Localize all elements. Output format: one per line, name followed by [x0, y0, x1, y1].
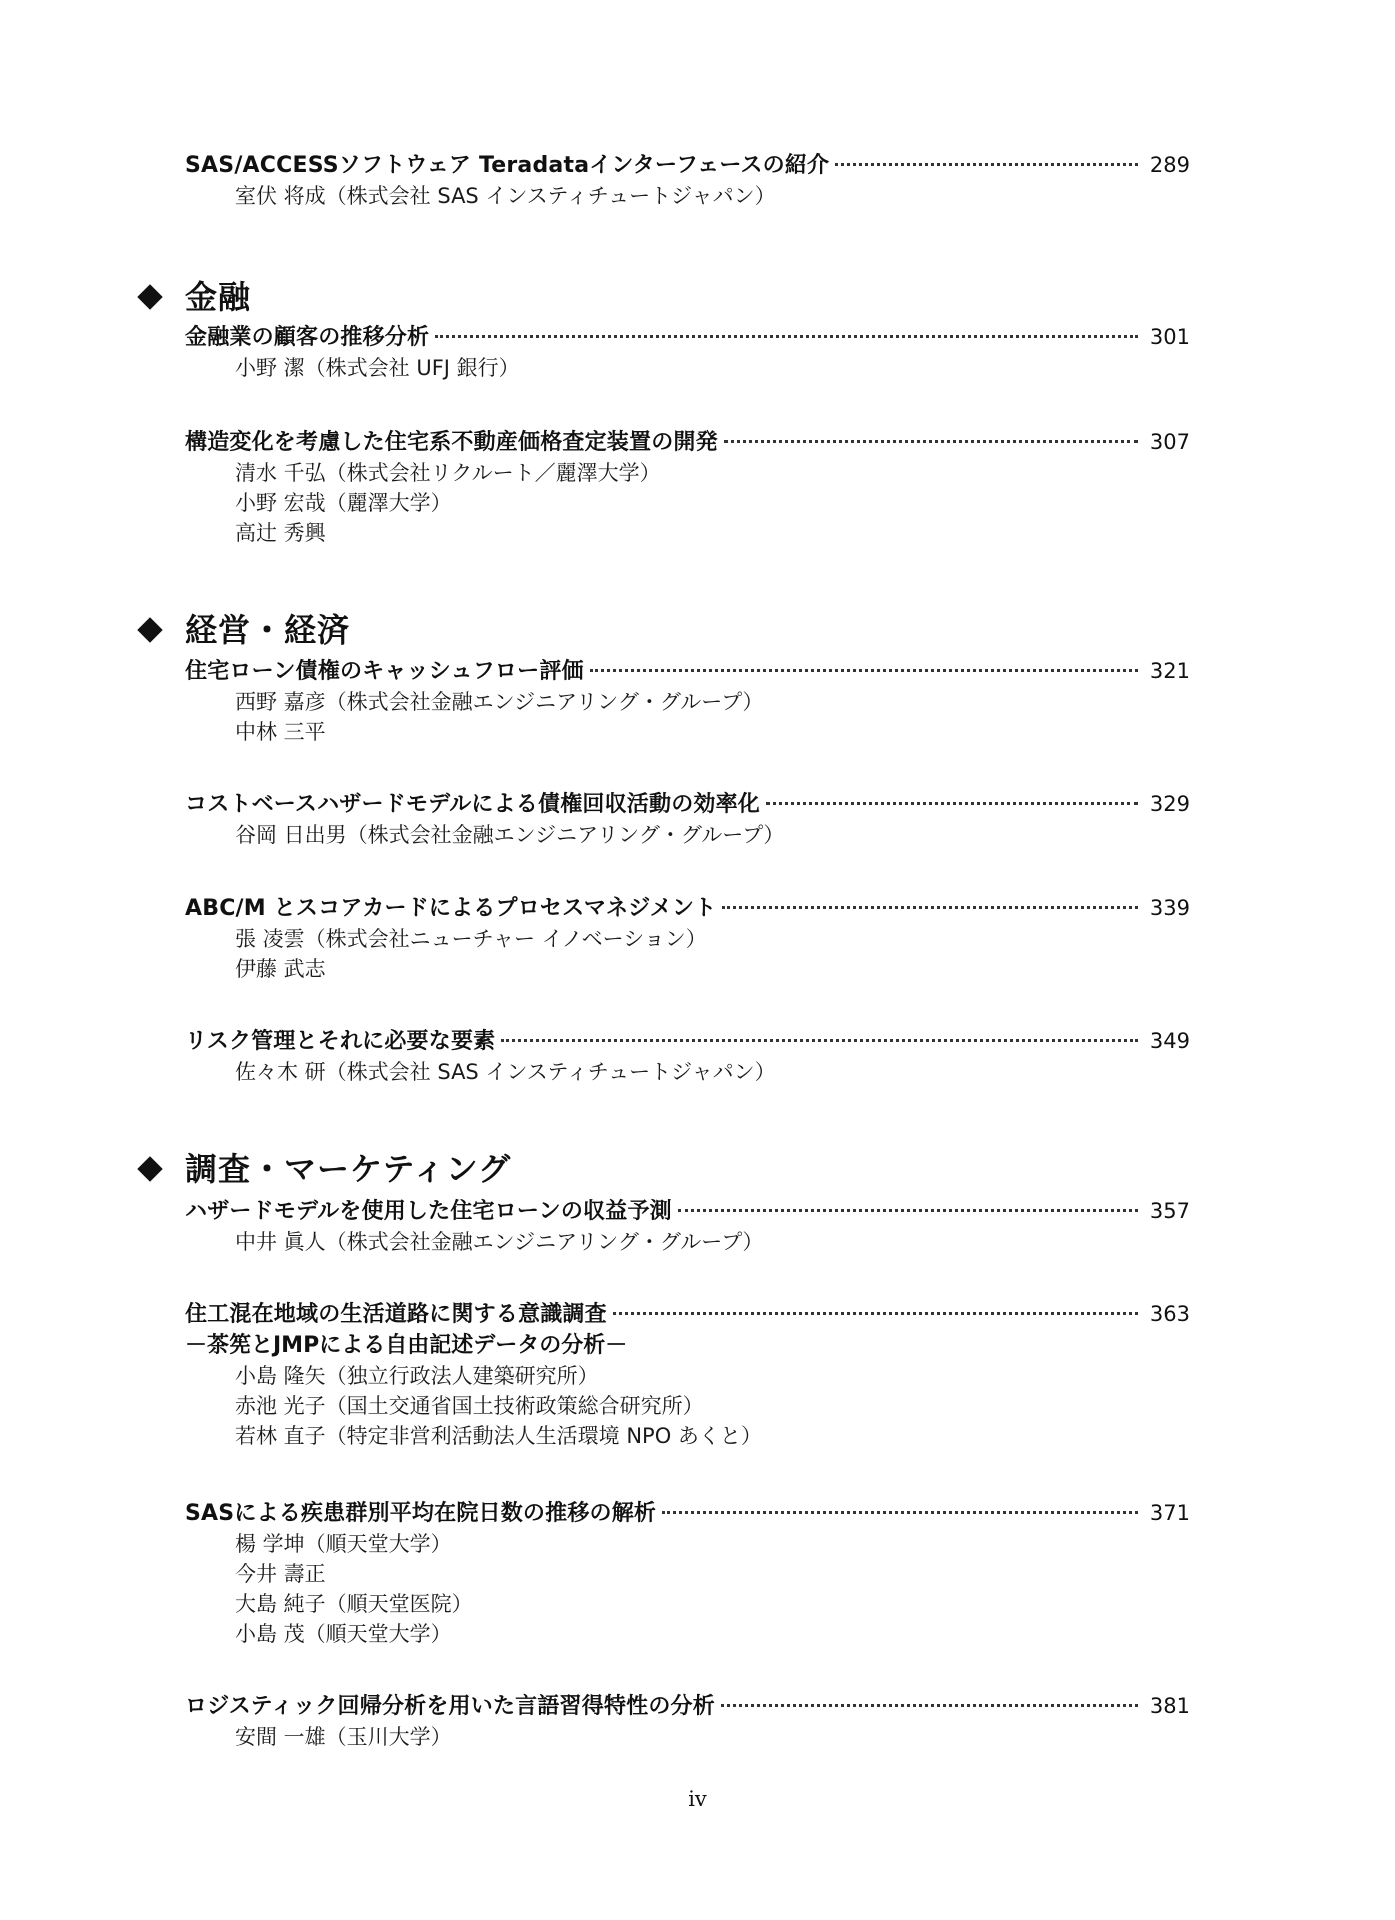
toc-title-row — [185, 150, 1190, 181]
toc-author: 中林 三平 — [235, 720, 326, 744]
toc-author: 今井 壽正 — [235, 1562, 326, 1586]
toc-title-row — [185, 1498, 1190, 1529]
toc-entry-title: コストベースハザードモデルによる債権回収活動の効率化 — [185, 792, 761, 817]
toc-entry — [185, 1498, 1190, 1649]
toc-author: 楊 学坤（順天堂大学） — [235, 1532, 452, 1556]
toc-page-number: 349 — [1149, 1029, 1190, 1053]
section-title: 経営・経済 — [185, 611, 351, 649]
diamond-bullet-icon — [137, 617, 163, 643]
toc-title-row — [185, 789, 1190, 820]
toc-title-row — [185, 1691, 1190, 1722]
diamond-bullet-icon — [137, 284, 163, 310]
toc-author: 小島 隆矢（独立行政法人建築研究所） — [235, 1364, 599, 1388]
toc-author: 清水 千弘（株式会社リクルート／麗澤大学） — [235, 461, 661, 485]
diamond-bullet-icon — [137, 1156, 163, 1182]
section-title: 調査・マーケティング — [185, 1150, 512, 1188]
toc-author: 赤池 光子（国土交通省国土技術政策総合研究所） — [235, 1394, 704, 1418]
dot-leader — [662, 1511, 1138, 1514]
toc-page-number: 301 — [1149, 325, 1190, 349]
toc-title-row — [185, 1196, 1190, 1227]
dot-leader — [501, 1039, 1138, 1042]
toc-author: 若林 直子（特定非営利活動法人生活環境 NPO あくと） — [235, 1424, 762, 1448]
section-title: 金融 — [185, 278, 252, 316]
toc-entry-title: 金融業の顧客の推移分析 — [185, 325, 430, 350]
dot-leader — [722, 906, 1138, 909]
dot-leader — [766, 802, 1138, 805]
toc-entry — [185, 150, 1190, 211]
toc-page-number: 321 — [1149, 659, 1190, 683]
toc-entry — [185, 1691, 1190, 1752]
toc-author: 小島 茂（順天堂大学） — [235, 1622, 452, 1646]
toc-author: 中井 眞人（株式会社金融エンジニアリング・グループ） — [235, 1230, 764, 1254]
toc-author: 張 凌雲（株式会社ニューチャー イノベーション） — [235, 927, 707, 951]
toc-entry — [185, 656, 1190, 747]
toc-page-number: 307 — [1149, 430, 1190, 454]
toc-author: 小野 宏哉（麗澤大学） — [235, 491, 452, 515]
toc-entry-subtitle: －茶筅とJMPによる自由記述データの分析－ — [185, 1333, 628, 1358]
toc-author: 小野 潔（株式会社 UFJ 銀行） — [235, 356, 520, 380]
toc-entry — [185, 1299, 1190, 1451]
toc-page-number: 289 — [1149, 153, 1190, 177]
section-heading — [137, 1147, 511, 1191]
toc-entry-title: リスク管理とそれに必要な要素 — [185, 1029, 496, 1054]
toc-entry-title: ロジスティック回帰分析を用いた言語習得特性の分析 — [185, 1694, 715, 1719]
toc-title-row — [185, 893, 1190, 924]
toc-page-number: 329 — [1149, 792, 1190, 816]
dot-leader — [435, 335, 1138, 338]
dot-leader — [678, 1209, 1138, 1212]
toc-title-row — [185, 1026, 1190, 1057]
toc-page-number: 363 — [1149, 1302, 1190, 1326]
toc-entry — [185, 1026, 1190, 1087]
toc-entry-title: ABC/M とスコアカードによるプロセスマネジメント — [185, 896, 717, 921]
section-heading — [137, 608, 350, 652]
dot-leader — [835, 163, 1138, 166]
toc-author: 伊藤 武志 — [235, 957, 326, 981]
toc-page-number: 357 — [1149, 1199, 1190, 1223]
dot-leader — [724, 440, 1138, 443]
toc-entry — [185, 1196, 1190, 1257]
toc-author: 高辻 秀興 — [235, 521, 326, 545]
toc-entry-title: SASによる疾患群別平均在院日数の推移の解析 — [185, 1501, 657, 1526]
toc-author: 谷岡 日出男（株式会社金融エンジニアリング・グループ） — [235, 823, 785, 847]
toc-entry — [185, 427, 1190, 548]
toc-title-row — [185, 656, 1190, 687]
toc-title-row — [185, 427, 1190, 458]
toc-entry-title: 住工混在地域の生活道路に関する意識調査 — [185, 1302, 607, 1327]
toc-author: 佐々木 研（株式会社 SAS インスティチュートジャパン） — [235, 1060, 776, 1084]
toc-entry-title: ハザードモデルを使用した住宅ローンの収益予測 — [185, 1199, 672, 1224]
toc-author: 室伏 将成（株式会社 SAS インスティチュートジャパン） — [235, 184, 776, 208]
toc-entry — [185, 322, 1190, 383]
toc-entry-title: SAS/ACCESSソフトウェア Teradataインターフェースの紹介 — [185, 153, 830, 178]
dot-leader — [590, 669, 1138, 672]
toc-author: 大島 純子（順天堂医院） — [235, 1592, 473, 1616]
toc-entry-title: 構造変化を考慮した住宅系不動産価格査定装置の開発 — [185, 430, 718, 455]
toc-page-number: 339 — [1149, 896, 1190, 920]
toc-author: 安間 一雄（玉川大学） — [235, 1725, 452, 1749]
toc-page-number: 381 — [1149, 1694, 1190, 1718]
toc-entry-title: 住宅ローン債権のキャッシュフロー評価 — [185, 659, 584, 684]
dot-leader — [613, 1312, 1138, 1315]
toc-author: 西野 嘉彦（株式会社金融エンジニアリング・グループ） — [235, 690, 764, 714]
toc-entry — [185, 893, 1190, 984]
dot-leader — [721, 1704, 1138, 1707]
page-footer-number: iv — [688, 1787, 707, 1811]
toc-title-row — [185, 322, 1190, 353]
toc-title-row — [185, 1299, 1190, 1330]
toc-entry — [185, 789, 1190, 850]
section-heading — [137, 275, 251, 319]
toc-page-number: 371 — [1149, 1501, 1190, 1525]
